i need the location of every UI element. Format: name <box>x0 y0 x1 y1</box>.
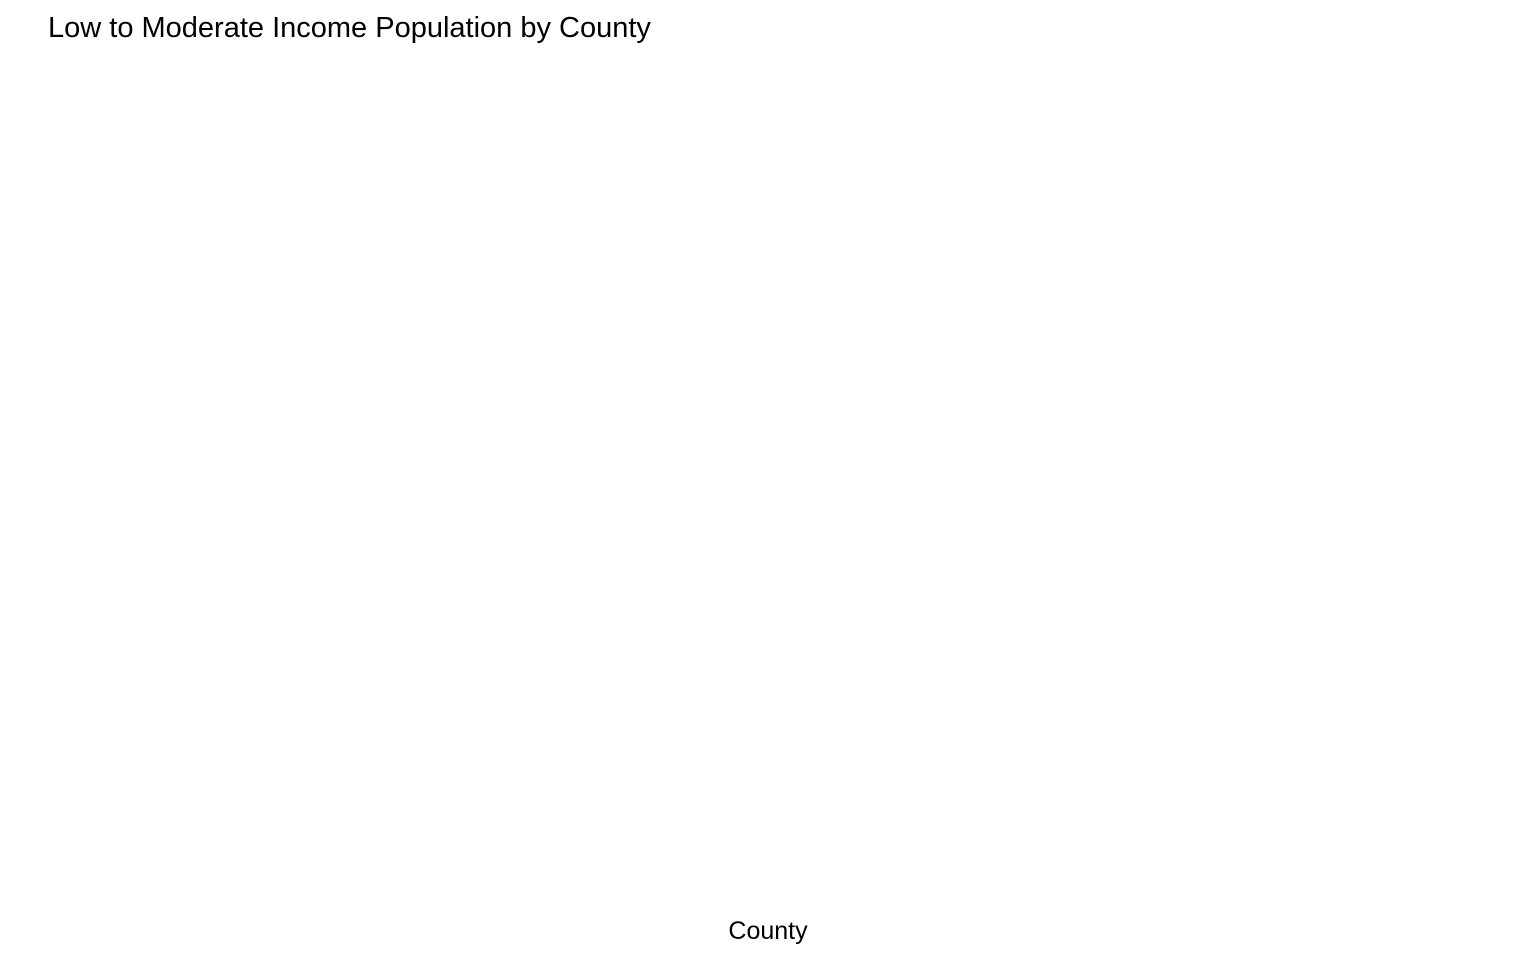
chart-title: Low to Moderate Income Population by County <box>48 12 651 44</box>
plot-canvas <box>60 60 1510 895</box>
x-axis-label: County <box>728 917 808 945</box>
plot-area <box>60 60 1510 895</box>
